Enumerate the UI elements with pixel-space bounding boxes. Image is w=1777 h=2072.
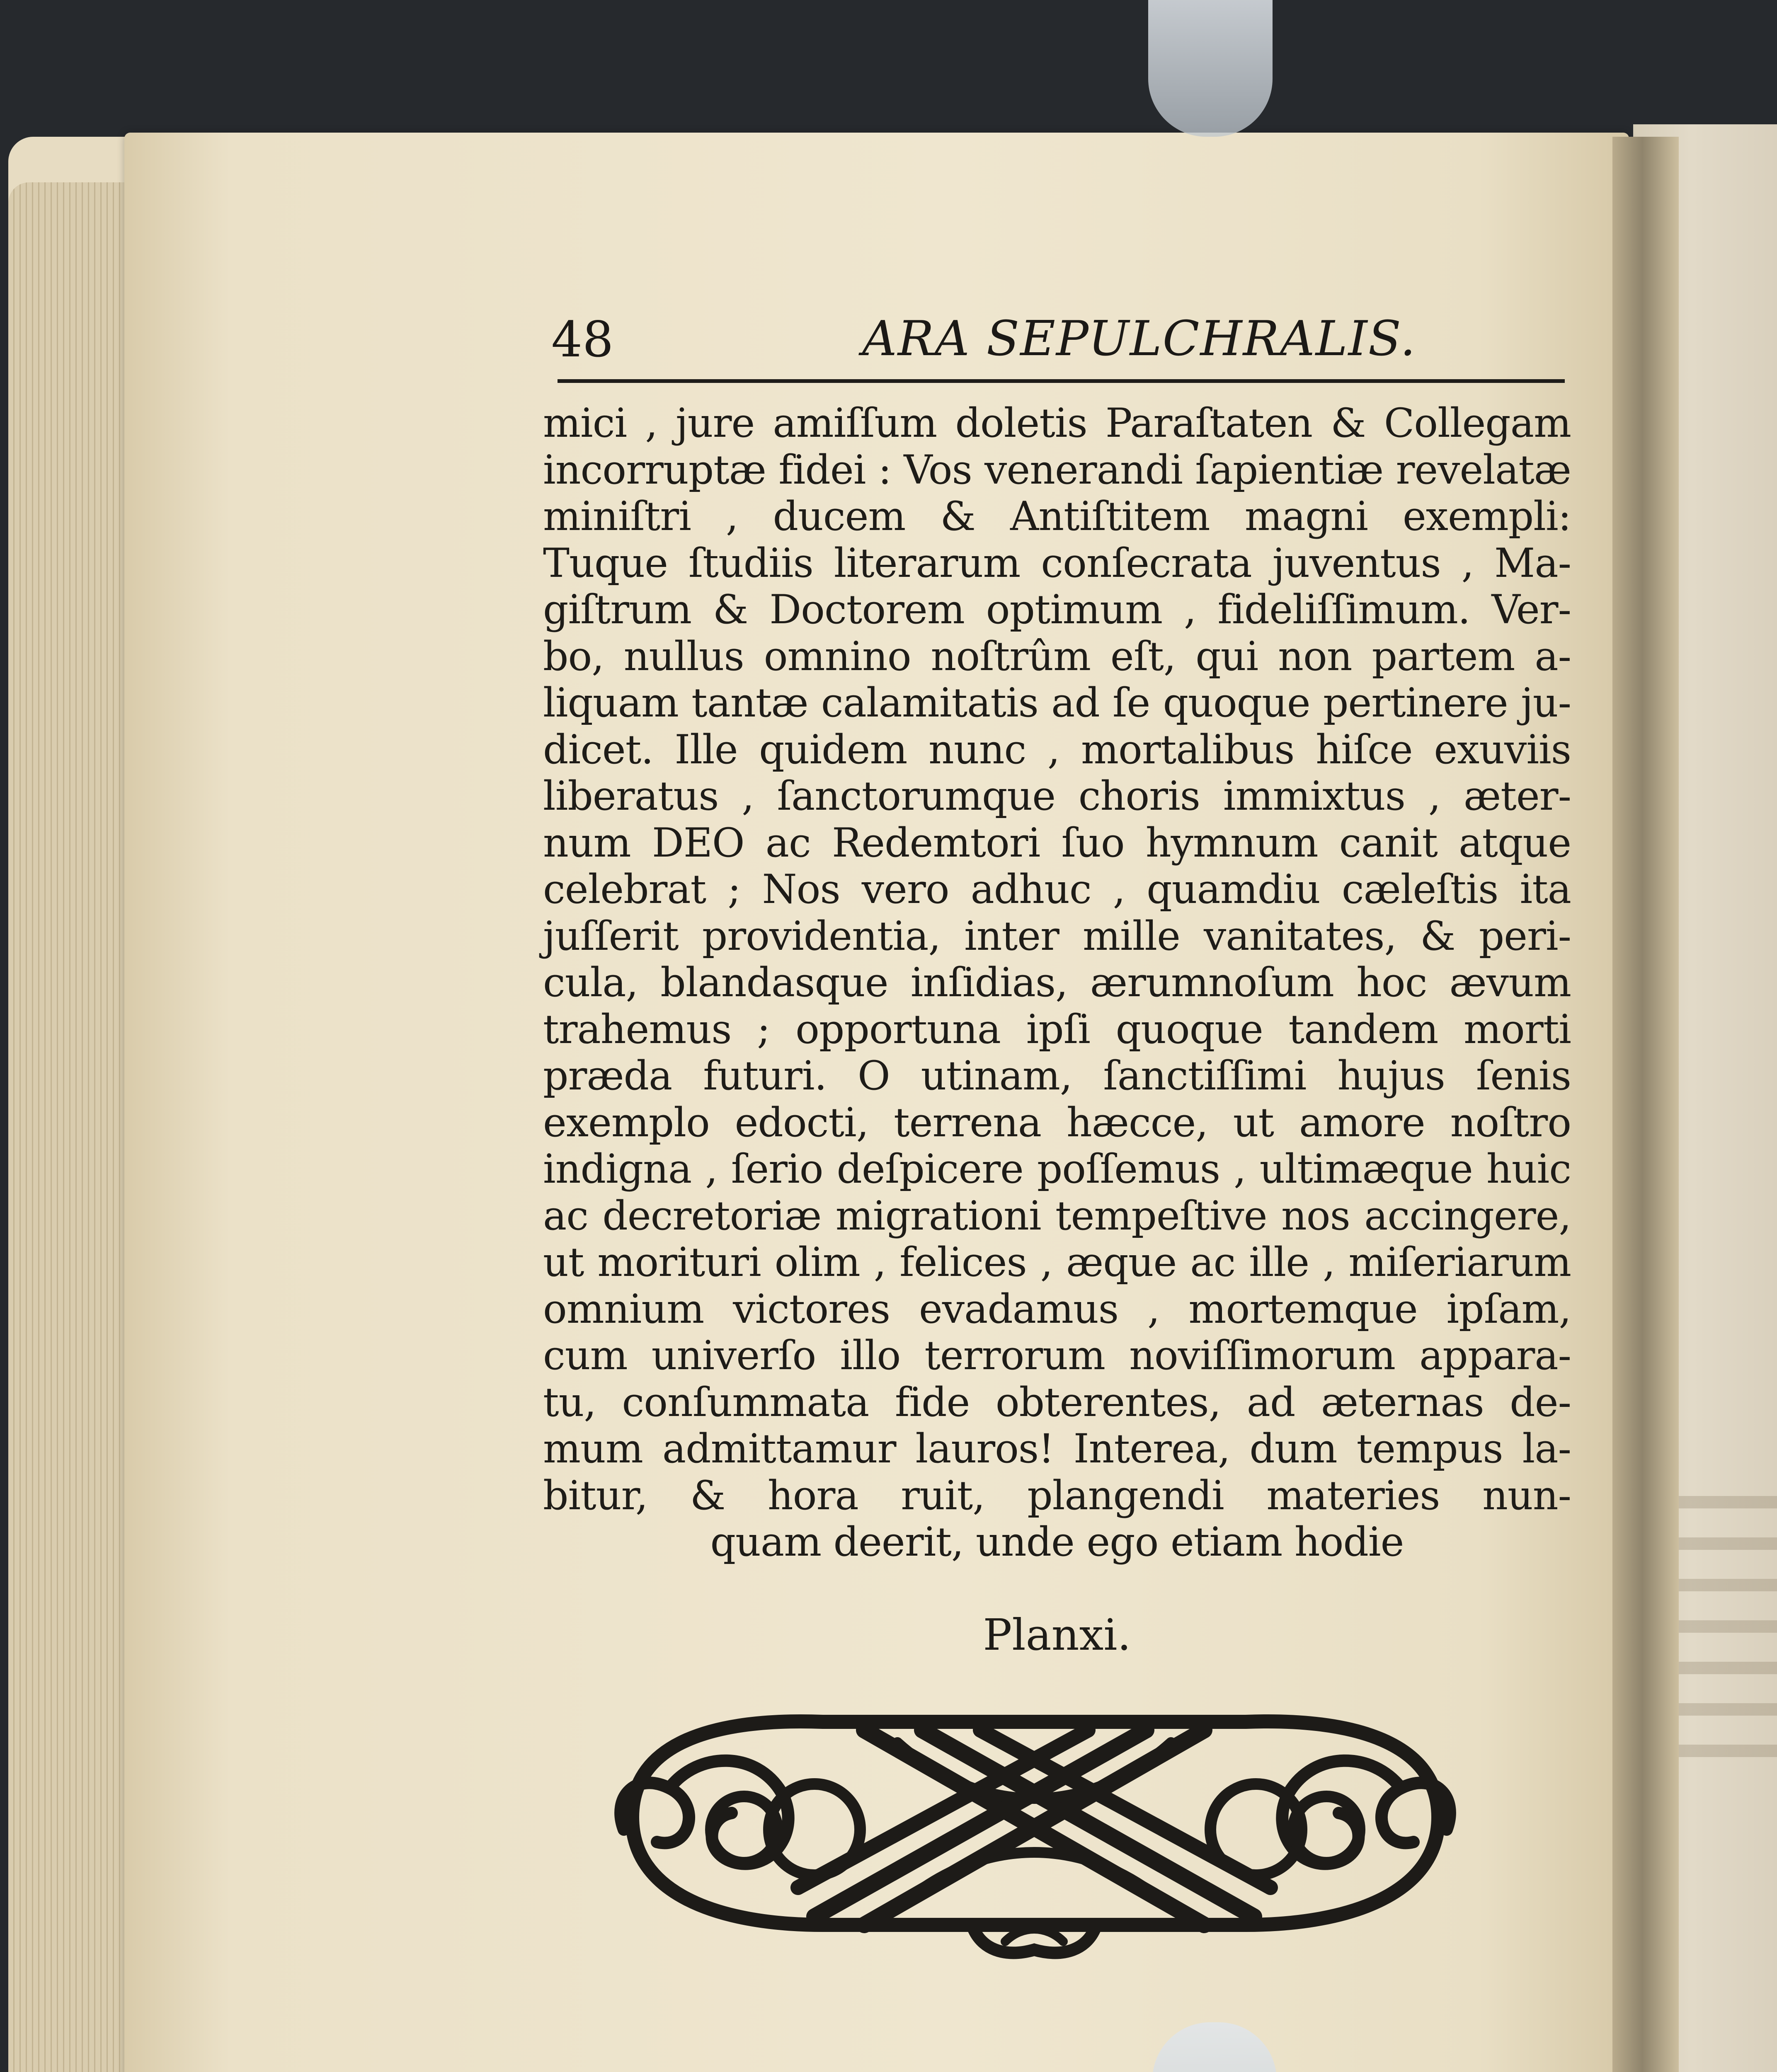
text-line: quam deerit, unde ego etiam hodie: [710, 1519, 1404, 1565]
text-line: ac decretoriæ migrationi tempeſtive nos accingere,: [543, 1192, 1571, 1239]
text-line: ut morituri olim , felices , æque ac ille , miſeriarum: [543, 1239, 1571, 1285]
text-line: celebrat ; Nos vero adhuc , quamdiu cæleſtis ita: [543, 866, 1571, 913]
text-line: dicet. Ille quidem nunc , mortalibus hiſce exuviis: [543, 726, 1571, 773]
text-line: trahemus ; opportuna ipſi quoque tandem morti: [543, 1006, 1571, 1053]
text-line: liberatus , ſanctorumque choris immixtus , æter-: [543, 773, 1571, 819]
header-rule: [558, 379, 1565, 383]
text-line: liquam tantæ calamitatis ad ſe quoque pertinere ju-: [543, 680, 1571, 726]
text-line: bo, nullus omnino noſtrûm eſt, qui non partem a-: [543, 633, 1571, 680]
text-line: tu, conſummata fide obterentes, ad æternas de-: [543, 1379, 1571, 1426]
body-text: [543, 400, 1571, 1622]
text-line: Tuque ſtudiis literarum conſecrata juventus , Ma-: [543, 540, 1571, 586]
text-line: exemplo edocti, terrena hæcce, ut amore noſtro: [543, 1099, 1571, 1146]
text-line: indigna , ſerio deſpicere poſſemus , ultimæque huic: [543, 1146, 1571, 1192]
text-line: bitur, & hora ruit, plangendi materies nun-: [543, 1472, 1571, 1519]
text-line: præda futuri. O utinam, ſanctiſſimi hujus ſenis: [543, 1053, 1571, 1099]
running-head: ARA SEPULCHRALIS.: [862, 311, 1416, 367]
text-line: giſtrum & Doctorem optimum , fideliſſimum. Ver-: [543, 586, 1571, 633]
text-line: miniſtri , ducem & Antiſtitem magni exempli:: [543, 493, 1571, 540]
text-line: num DEO ac Redemtori ſuo hymnum canit atque: [543, 819, 1571, 866]
text-line: mum admittamur lauros! Interea, dum tempus la-: [543, 1426, 1571, 1472]
interlaced-scroll-ornament-icon: [607, 1693, 1463, 1962]
text-line: mici , jure amiſſum doletis Paraſtaten & Collegam: [543, 400, 1571, 446]
text-line: cum univerſo illo terrorum noviſſimorum appara-: [543, 1332, 1571, 1379]
text-line: juſſerit providentia, inter mille vanitates, & peri-: [543, 913, 1571, 959]
text-line: incorruptæ fidei : Vos venerandi ſapientiæ revelatæ: [543, 446, 1571, 493]
text-line: cula, blandasque inſidias, ærumnoſum hoc ævum: [543, 959, 1571, 1006]
page-number: 48: [551, 311, 614, 368]
signature-planxi: Planxi.: [983, 1610, 1131, 1660]
book-gutter: [1612, 137, 1679, 2072]
facing-page-bleedthrough: [1666, 1467, 1777, 1782]
clip-top: [1148, 0, 1273, 137]
page-header: [551, 303, 1567, 373]
text-line: omnium victores evadamus , mortemque ipſam,: [543, 1285, 1571, 1332]
